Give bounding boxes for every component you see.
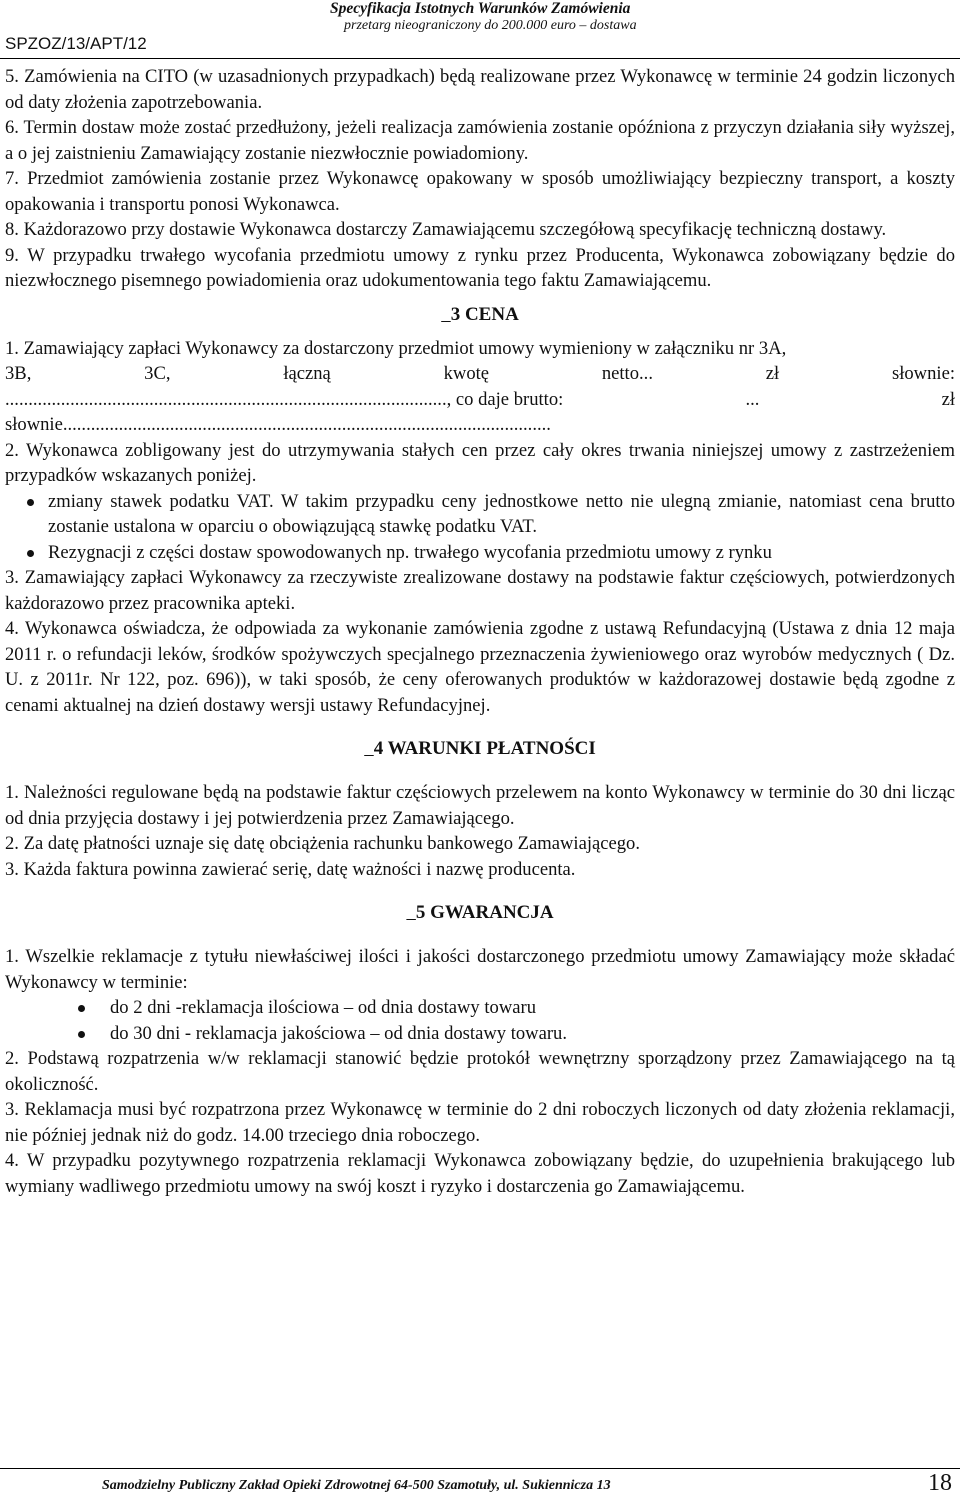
section-3-paragraph-1d: słownie......................................................................................................... <box>5 414 551 435</box>
section-3-bullet-list <box>5 489 955 566</box>
paragraph-5: 5. Zamówienia na CITO (w uzasadnionych przypadkach) będą realizowane przez Wykonawcę w terminie 24 godzin liczonych od daty złożenia zapotrzebowania. <box>5 66 955 113</box>
footer-address: Samodzielny Publiczny Zakład Opieki Zdrowotnej 64-500 Szamotuły, ul. Sukiennicza 13 <box>102 1478 611 1493</box>
list-item: do 2 dni -reklamacja ilościowa – od dnia dostawy towaru <box>5 995 955 1021</box>
document-body <box>5 64 955 1199</box>
section-5-paragraph-1: 1. Wszelkie reklamacje z tytułu niewłaściwej ilości i jakości dostarczonego przedmiotu umowy Zamawiający może składać Wykonawcy w terminie: <box>5 946 955 993</box>
section-5-paragraph-3: 3. Reklamacja musi być rozpatrzona przez Wykonawcę w terminie do 2 dni roboczych liczonych od daty złożenia reklamacji, nie później jednak niż do godz. 14.00 trzeciego dnia roboczego. <box>5 1099 955 1146</box>
list-item: Rezygnacji z części dostaw spowodowanych np. trwałego wycofania przedmiotu umowy z rynku <box>5 540 955 566</box>
list-item: zmiany stawek podatku VAT. W takim przypadku ceny jednostkowe netto nie ulegną zmianie, natomiast cena brutto zostanie ustalona w oparciu o obowiązującą stawkę podatku VAT. <box>5 489 955 540</box>
section-4-heading: 4 WARUNKI PŁATNOŚCI <box>373 738 596 759</box>
paragraph-7: 7. Przedmiot zamówienia zostanie przez Wykonawcę opakowany w sposób umożliwiający bezpieczny transport, a koszty opakowania i transportu ponosi Wykonawca. <box>5 168 955 215</box>
section-3-paragraph-1c: ..............................................................................................., co daje brutto: ... zł <box>5 388 955 410</box>
header-block <box>330 0 950 34</box>
section-4-paragraph-1: 1. Należności regulowane będą na podstawie faktur częściowych przelewem na konto Wykonawcy w terminie do 30 dni licząc od dnia przyjęcia dostawy i jej potwierdzenia przez Zamawiającego. <box>5 782 955 829</box>
section-3-heading: 3 CENA <box>450 303 519 325</box>
section-5-bullet-list <box>5 995 955 1046</box>
document-code: SPZOZ/13/APT/12 <box>5 34 147 53</box>
list-item: do 30 dni - reklamacja jakościowa – od dnia dostawy towaru. <box>5 1021 955 1047</box>
page-number: 18 <box>928 1470 952 1496</box>
section-5-paragraph-2: 2. Podstawą rozpatrzenia w/w reklamacji stanowić będzie protokół wewnętrzny sporządzony przez Zamawiającego na tą okoliczność. <box>5 1048 955 1095</box>
section-3-paragraph-3: 3. Zamawiający zapłaci Wykonawcy za rzeczywiste zrealizowane dostawy na podstawie faktur częściowych, potwierdzonych każdorazowo przez pracownika apteki. <box>5 567 955 614</box>
section-3-paragraph-2: 2. Wykonawca zobligowany jest do utrzymywania stałych cen przez cały okres trwania niniejszej umowy z zastrzeżeniem przypadków wskazanych poniżej. <box>5 439 955 486</box>
section-3-paragraph-1a: 1. Zamawiający zapłaci Wykonawcy za dostarczony przedmiot umowy wymieniony w załączniku nr 3A, <box>5 337 787 359</box>
section-5-paragraph-4: 4. W przypadku pozytywnego rozpatrzenia reklamacji Wykonawca zobowiązany będzie, do uzupełnienia brakującego lub wymiany wadliwego przedmiotu umowy na swój koszt i ryzyko i dostarczenia go Zamawiającemu. <box>5 1150 955 1197</box>
paragraph-8: 8. Każdorazowo przy dostawie Wykonawca dostarczy Zamawiającemu szczegółową specyfikację techniczną dostawy. <box>5 219 887 240</box>
footer-rule <box>0 1468 960 1469</box>
section-4-paragraph-2: 2. Za datę płatności uznaje się datę obciążenia rachunku bankowego Zamawiającego. <box>5 833 641 854</box>
section-4-paragraph-3: 3. Każda faktura powinna zawierać serię, datę ważności i nazwę producenta. <box>5 858 576 880</box>
header-rule <box>0 58 960 59</box>
section-3-paragraph-1b: 3B, 3C, łączną kwotę netto... zł słownie: <box>5 363 955 384</box>
paragraph-6: 6. Termin dostaw może zostać przedłużony, jeżeli realizacja zamówienia zostanie opóźniona z przyczyn działania siły wyższej, a o jej zaistnieniu Zamawiający zostanie niezwłocznie powiadomiony. <box>5 117 955 164</box>
section-5-heading: 5 GWARANCJA <box>415 902 554 923</box>
section-3-paragraph-4: 4. Wykonawca oświadcza, że odpowiada za wykonanie zamówienia zgodne z ustawą Refundacyjną (Ustawa z dnia 12 maja 2011 r. o refundacji leków, środków spożywczych specjalnego przeznaczenia żywieniowego oraz wyrobów medycznych ( Dz. U. z 2011r. Nr 122, poz. 696)), w taki sposób, że ceny oferowanych produktów w każdorazowej dostawie będą zgodne z cenami aktualnej na dzień dostawy wersji ustawy Refundacyjnej. <box>5 618 955 716</box>
header-title: Specyfikacja Istotnych Warunków Zamówienia <box>330 0 631 17</box>
paragraph-9: 9. W przypadku trwałego wycofania przedmiotu umowy z rynku przez Producenta, Wykonawca zobowiązany będzie do niezwłocznego pisemnego powiadomienia oraz udokumentowania tego faktu Zamawiającemu. <box>5 244 955 291</box>
header-subtitle: przetarg nieograniczony do 200.000 euro – dostawa <box>344 18 637 33</box>
